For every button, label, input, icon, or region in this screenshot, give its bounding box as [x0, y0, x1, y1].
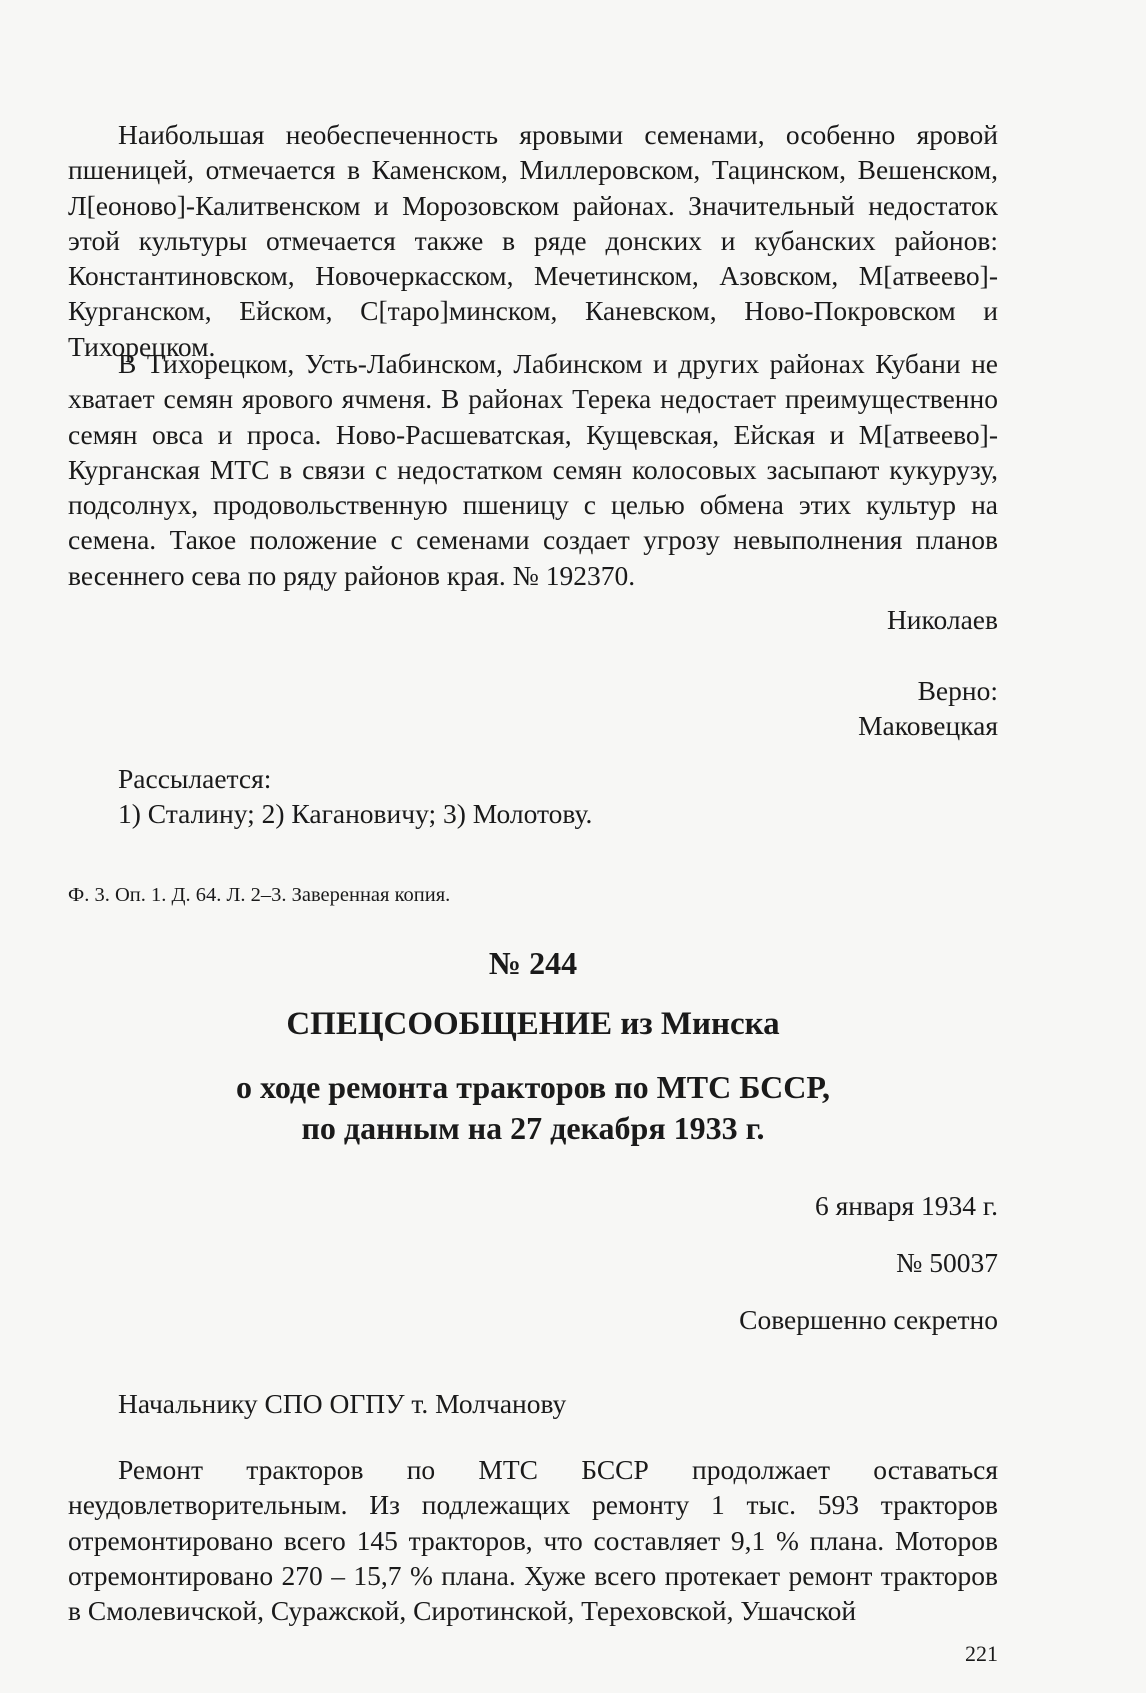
document-title: СПЕЦСООБЩЕНИЕ из Минска	[286, 1006, 780, 1042]
verified-label: Верно:	[917, 675, 998, 706]
document-subtitle-line1: о ходе ремонта тракторов по МТС БССР,	[236, 1069, 830, 1105]
document-subtitle-line2: по данным на 27 декабря 1933 г.	[301, 1110, 765, 1146]
registration-number: № 50037	[896, 1247, 998, 1278]
addressee: Начальнику СПО ОГПУ т. Молчанову	[118, 1388, 567, 1419]
page-number: 221	[965, 1641, 998, 1666]
paragraph-kuban-terek: В Тихорецком, Усть-Лабинском, Лабинском и других районах Кубани не хватает семян ярового ячменя. В районах Терека недостает преимущественно семян овса и проса. Ново-Расшеватская, Кущевская, Ейская и М[атвеево]-Курганская МТС в связи с недостатком семян колосовых засыпают кукурузу, подсолнух, продовольственную пшеницу с целью обмена этих культур на семена. Такое положение с семенами создает угрозу невыполнения планов весеннего сева по ряду районов края. № 192370.	[68, 348, 998, 591]
archive-reference: Ф. 3. Оп. 1. Д. 64. Л. 2–3. Заверенная копия.	[68, 884, 451, 906]
paragraph-tractor-repair: Ремонт тракторов по МТС БССР продолжает оставаться неудовлетворительным. Из подлежащих ремонту 1 тыс. 593 тракторов отремонтировано всего 145 тракторов, что составляет 9,1 % плана. Моторов отремонтировано 270 – 15,7 % плана. Хуже всего протекает ремонт тракторов в Смолевичской, Суражской, Сиротинской, Тереховской, Ушачской	[68, 1454, 998, 1627]
classification-stamp: Совершенно секретно	[739, 1304, 998, 1335]
verified-name: Маковецкая	[858, 710, 998, 741]
distribution-list: 1) Сталину; 2) Кагановичу; 3) Молотову.	[118, 798, 593, 829]
distribution-label: Рассылается:	[118, 763, 272, 794]
document-date: 6 января 1934 г.	[814, 1190, 998, 1221]
document-number: № 244	[488, 945, 578, 981]
signature-name: Николаев	[886, 604, 998, 635]
paragraph-seed-shortage: Наибольшая необеспеченность яровыми семенами, особенно яровой пшеницей, отмечается в Каменском, Миллеровском, Тацинском, Вешенском, Л[еоново]-Калитвенском и Морозовском районах. Значительный недостаток этой культуры отмечается также в ряде донских и кубанских районов: Константиновском, Новочеркасском, Мечетинском, Азовском, М[атвеево]-Курганском, Ейском, С[таро]минском, Каневском, Ново-Покровском и Тихорецком.	[68, 119, 998, 362]
